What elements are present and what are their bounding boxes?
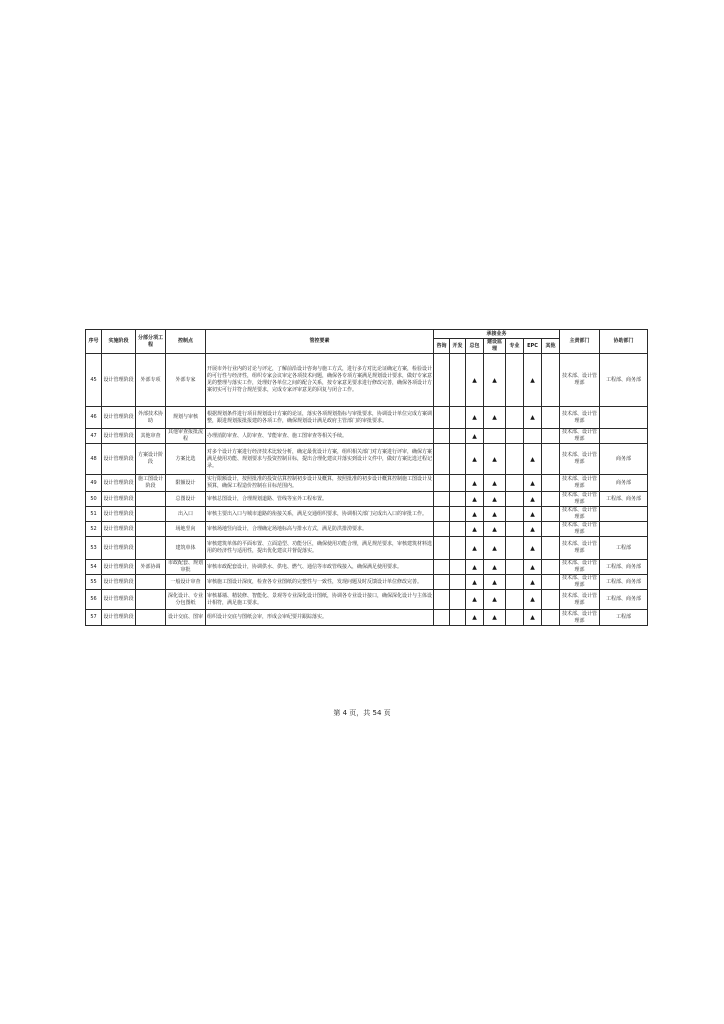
row-control-point: 其他审查报批流程 (166, 429, 206, 444)
row-dept: 技术部、设计管理部 (560, 407, 600, 429)
table-row (86, 475, 648, 492)
row-business-mark (434, 429, 450, 444)
row-business-mark (450, 492, 466, 507)
row-business-mark (434, 354, 450, 407)
row-business-mark (434, 492, 450, 507)
row-sub-phase: 外部协调 (136, 560, 166, 575)
row-assist: 工程部 (600, 537, 648, 560)
row-sub-phase: 方案设计阶段 (136, 444, 166, 475)
header-control-point: 控制点 (166, 330, 206, 354)
table-row (86, 560, 648, 575)
row-dept: 技术部、设计管理部 (560, 507, 600, 522)
row-business-mark (450, 522, 466, 537)
row-dept: 技术部、设计管理部 (560, 537, 600, 560)
row-control-point: 场地竖向 (166, 522, 206, 537)
row-phase: 设计管理阶段 (102, 590, 136, 610)
row-seq: 54 (86, 560, 102, 575)
row-business-mark (506, 590, 524, 610)
table-row (86, 507, 648, 522)
row-seq: 50 (86, 492, 102, 507)
row-assist: 工程部、商务部 (600, 354, 648, 407)
row-business-mark (506, 407, 524, 429)
row-business-mark: ▲ (524, 610, 542, 626)
row-business-mark (506, 507, 524, 522)
header-phase: 实施阶段 (102, 330, 136, 354)
row-control-content: 组织设计交底与图纸会审，形成会审纪要并跟踪落实。 (206, 610, 434, 626)
row-business-mark: ▲ (466, 407, 484, 429)
row-business-mark: ▲ (524, 537, 542, 560)
row-business-mark (434, 475, 450, 492)
row-business-mark (542, 575, 560, 590)
row-assist (600, 429, 648, 444)
header-row-1 (86, 330, 648, 339)
row-sub-phase: 其他审查 (136, 429, 166, 444)
row-control-content: 开展市外行业内的讨论与评定，了解前沿设计咨询与施工方式，进行多方对比论证确定方案，检验设计的可行性与经济性，组织专家会议审定各项技术问题，确保各专项方案满足规划设计要求，做好专家意见的整理与落实工作，处理好各单位之间的配合关系，按专家意见要求进行修改完善，确保各项设计方案切实可行并符合规范要求，完成专家评审意见的回复与闭合工作。 (206, 354, 434, 407)
row-business-mark (506, 444, 524, 475)
row-business-mark (450, 444, 466, 475)
row-business-mark (506, 522, 524, 537)
header-control-content: 管控要素 (206, 330, 434, 354)
row-control-content: 审核场地竖向设计，合理确定场地标高与排水方式，满足防洪排涝要求。 (206, 522, 434, 537)
row-phase: 设计管理阶段 (102, 522, 136, 537)
row-business-mark: ▲ (484, 590, 506, 610)
row-assist: 商务部 (600, 475, 648, 492)
row-phase: 设计管理阶段 (102, 610, 136, 626)
row-control-point: 建筑单体 (166, 537, 206, 560)
row-assist: 工程部、商务部 (600, 560, 648, 575)
row-business-mark (506, 537, 524, 560)
row-business-mark: ▲ (524, 475, 542, 492)
row-business-mark (542, 590, 560, 610)
row-business-mark (506, 429, 524, 444)
row-business-mark: ▲ (524, 560, 542, 575)
row-business-mark (542, 354, 560, 407)
row-business-mark (450, 610, 466, 626)
row-control-content: 审核总图设计，合理规划道路、管线等室外工程布置。 (206, 492, 434, 507)
row-dept: 技术部、设计管理部 (560, 522, 600, 537)
row-sub-phase (136, 492, 166, 507)
row-control-point: 出入口 (166, 507, 206, 522)
row-business-mark (450, 429, 466, 444)
row-business-mark: ▲ (466, 507, 484, 522)
row-business-mark: ▲ (484, 507, 506, 522)
row-business-mark (434, 507, 450, 522)
row-business-mark (434, 537, 450, 560)
row-business-mark (542, 429, 560, 444)
row-business-mark (434, 522, 450, 537)
row-control-point: 深化设计、专业分包图纸 (166, 590, 206, 610)
row-control-point: 限额设计 (166, 475, 206, 492)
row-control-point: 设计交底、图审 (166, 610, 206, 626)
row-business-mark: ▲ (466, 610, 484, 626)
row-sub-phase (136, 522, 166, 537)
row-business-mark (450, 560, 466, 575)
control-table (85, 329, 648, 626)
row-business-mark: ▲ (484, 575, 506, 590)
row-seq: 53 (86, 537, 102, 560)
row-business-mark: ▲ (466, 522, 484, 537)
row-business-mark: ▲ (466, 492, 484, 507)
row-business-mark: ▲ (466, 475, 484, 492)
row-sub-phase (136, 575, 166, 590)
page-number-footer: 第 4 页，共 54 页 (333, 709, 391, 717)
row-business-mark (434, 610, 450, 626)
row-control-point: 外部专家 (166, 354, 206, 407)
row-business-mark (450, 354, 466, 407)
header-business: 其他 (542, 339, 560, 354)
row-control-content: 实行限额设计，按照批准的投资估算控制初步设计及概算，按照批准的初步设计概算控制施工图设计及预算，确保工程造价控制在目标范围内。 (206, 475, 434, 492)
row-phase: 设计管理阶段 (102, 407, 136, 429)
row-control-point: 规划与审核 (166, 407, 206, 429)
row-business-mark (450, 537, 466, 560)
row-phase: 设计管理阶段 (102, 354, 136, 407)
table-row (86, 522, 648, 537)
row-sub-phase (136, 537, 166, 560)
row-control-point: 总图设计 (166, 492, 206, 507)
row-phase: 设计管理阶段 (102, 475, 136, 492)
header-business: 开发 (450, 339, 466, 354)
table-row (86, 429, 648, 444)
row-seq: 48 (86, 444, 102, 475)
header-business: EPC (524, 339, 542, 354)
row-business-mark (434, 590, 450, 610)
row-assist (600, 507, 648, 522)
header-business-group: 承接业务 (434, 330, 560, 339)
row-seq: 49 (86, 475, 102, 492)
row-business-mark (450, 507, 466, 522)
header-dept: 主责部门 (560, 330, 600, 354)
row-control-content: 审核幕墙、精装修、智能化、景观等专业深化设计图纸，协调各专业设计接口，确保深化设计与主体设计相符，满足施工要求。 (206, 590, 434, 610)
row-assist (600, 522, 648, 537)
row-business-mark: ▲ (484, 492, 506, 507)
table-row (86, 590, 648, 610)
row-business-mark (484, 429, 506, 444)
row-control-point: 市政配套、规划审批 (166, 560, 206, 575)
row-dept: 技术部、设计管理部 (560, 429, 600, 444)
table-row (86, 492, 648, 507)
row-phase: 设计管理阶段 (102, 429, 136, 444)
row-control-content: 审核主要出入口与城市道路的衔接关系，满足交通组织要求，协调相关部门完成出入口的审批工作。 (206, 507, 434, 522)
row-business-mark (542, 475, 560, 492)
table-row (86, 575, 648, 590)
row-control-content: 根据规划条件进行项目规划设计方案的论证，落实各项规划指标与审批要求，协调设计单位完成方案调整，跟进规划报批报建的各项工作，确保规划设计满足政府主管部门的审批要求。 (206, 407, 434, 429)
header-business: 专业 (506, 339, 524, 354)
row-business-mark: ▲ (524, 407, 542, 429)
row-dept: 技术部、设计管理部 (560, 354, 600, 407)
table-row (86, 407, 648, 429)
row-business-mark (434, 575, 450, 590)
row-dept: 技术部、设计管理部 (560, 575, 600, 590)
row-business-mark (506, 575, 524, 590)
row-seq: 45 (86, 354, 102, 407)
row-dept: 技术部、设计管理部 (560, 560, 600, 575)
row-business-mark: ▲ (466, 429, 484, 444)
row-dept: 技术部、设计管理部 (560, 475, 600, 492)
row-sub-phase (136, 507, 166, 522)
row-business-mark: ▲ (524, 575, 542, 590)
header-business: 总包 (466, 339, 484, 354)
row-control-content: 审核建筑单体的平面布置、立面造型、功能分区，确保使用功能合理，满足规范要求，审核建筑材料选用的经济性与适用性，提出优化建议并督促落实。 (206, 537, 434, 560)
row-seq: 56 (86, 590, 102, 610)
row-control-content: 对多个设计方案进行经济技术比较分析，确定最优设计方案，组织相关部门对方案进行评审，确保方案满足使用功能、规划要求与投资控制目标，提出合理化建议并落实到设计文件中，做好方案比选过程记录。 (206, 444, 434, 475)
row-business-mark (542, 522, 560, 537)
row-phase: 设计管理阶段 (102, 537, 136, 560)
row-dept: 技术部、设计管理部 (560, 590, 600, 610)
header-seq: 序号 (86, 330, 102, 354)
row-business-mark: ▲ (484, 560, 506, 575)
row-control-content: 审核市政配套设计，协调供水、供电、燃气、通信等市政管线接入，确保满足使用要求。 (206, 560, 434, 575)
row-phase: 设计管理阶段 (102, 575, 136, 590)
row-business-mark (542, 610, 560, 626)
row-dept: 技术部、设计管理部 (560, 444, 600, 475)
row-business-mark (450, 475, 466, 492)
row-business-mark (450, 407, 466, 429)
row-business-mark: ▲ (466, 537, 484, 560)
row-business-mark: ▲ (466, 444, 484, 475)
row-seq: 51 (86, 507, 102, 522)
row-business-mark: ▲ (484, 610, 506, 626)
row-business-mark: ▲ (466, 590, 484, 610)
row-business-mark (542, 560, 560, 575)
row-seq: 47 (86, 429, 102, 444)
row-sub-phase: 外部技术协助 (136, 407, 166, 429)
row-control-point: 一般设计审查 (166, 575, 206, 590)
row-assist (600, 407, 648, 429)
row-business-mark: ▲ (466, 560, 484, 575)
row-business-mark (450, 575, 466, 590)
row-business-mark (434, 444, 450, 475)
row-business-mark: ▲ (484, 354, 506, 407)
row-business-mark (542, 507, 560, 522)
row-business-mark (450, 590, 466, 610)
row-business-mark: ▲ (484, 475, 506, 492)
row-business-mark (434, 407, 450, 429)
table-row (86, 610, 648, 626)
row-business-mark (542, 407, 560, 429)
control-table-sheet (85, 329, 647, 626)
row-seq: 55 (86, 575, 102, 590)
row-business-mark: ▲ (524, 522, 542, 537)
table-row (86, 537, 648, 560)
row-phase: 设计管理阶段 (102, 507, 136, 522)
row-business-mark: ▲ (466, 354, 484, 407)
row-business-mark (542, 537, 560, 560)
row-dept: 技术部、设计管理部 (560, 610, 600, 626)
row-business-mark (506, 475, 524, 492)
row-business-mark: ▲ (466, 575, 484, 590)
row-sub-phase (136, 610, 166, 626)
table-row (86, 354, 648, 407)
row-seq: 46 (86, 407, 102, 429)
row-business-mark: ▲ (524, 590, 542, 610)
row-control-content: 审核施工图设计深度，检查各专业图纸的完整性与一致性，发现问题及时反馈设计单位修改完善。 (206, 575, 434, 590)
header-assist: 协助部门 (600, 330, 648, 354)
row-business-mark (542, 492, 560, 507)
row-dept: 技术部、设计管理部 (560, 492, 600, 507)
table-row (86, 444, 648, 475)
row-seq: 57 (86, 610, 102, 626)
row-sub-phase: 施工图设计阶段 (136, 475, 166, 492)
row-business-mark (542, 444, 560, 475)
row-assist: 工程部 (600, 610, 648, 626)
header-business: 咨询 (434, 339, 450, 354)
row-assist: 工程部、商务部 (600, 575, 648, 590)
row-business-mark: ▲ (524, 492, 542, 507)
row-control-content: 办理消防审查、人防审查、节能审查、施工图审查等相关手续。 (206, 429, 434, 444)
row-business-mark: ▲ (484, 407, 506, 429)
row-business-mark: ▲ (524, 354, 542, 407)
row-business-mark (506, 560, 524, 575)
row-control-point: 方案比选 (166, 444, 206, 475)
row-business-mark (506, 492, 524, 507)
header-business: 建设监理 (484, 339, 506, 354)
row-business-mark (434, 560, 450, 575)
row-sub-phase: 外部专项 (136, 354, 166, 407)
row-sub-phase (136, 590, 166, 610)
row-phase: 设计管理阶段 (102, 560, 136, 575)
row-business-mark: ▲ (524, 507, 542, 522)
row-business-mark: ▲ (484, 537, 506, 560)
row-business-mark: ▲ (484, 444, 506, 475)
row-business-mark (524, 429, 542, 444)
row-business-mark (506, 354, 524, 407)
row-assist: 商务部 (600, 444, 648, 475)
row-phase: 设计管理阶段 (102, 492, 136, 507)
row-business-mark: ▲ (484, 522, 506, 537)
header-sub-phase: 分部分项工程 (136, 330, 166, 354)
row-assist: 工程部、商务部 (600, 590, 648, 610)
row-seq: 52 (86, 522, 102, 537)
row-assist: 工程部、商务部 (600, 492, 648, 507)
row-business-mark: ▲ (524, 444, 542, 475)
row-business-mark (506, 610, 524, 626)
row-phase: 设计管理阶段 (102, 444, 136, 475)
